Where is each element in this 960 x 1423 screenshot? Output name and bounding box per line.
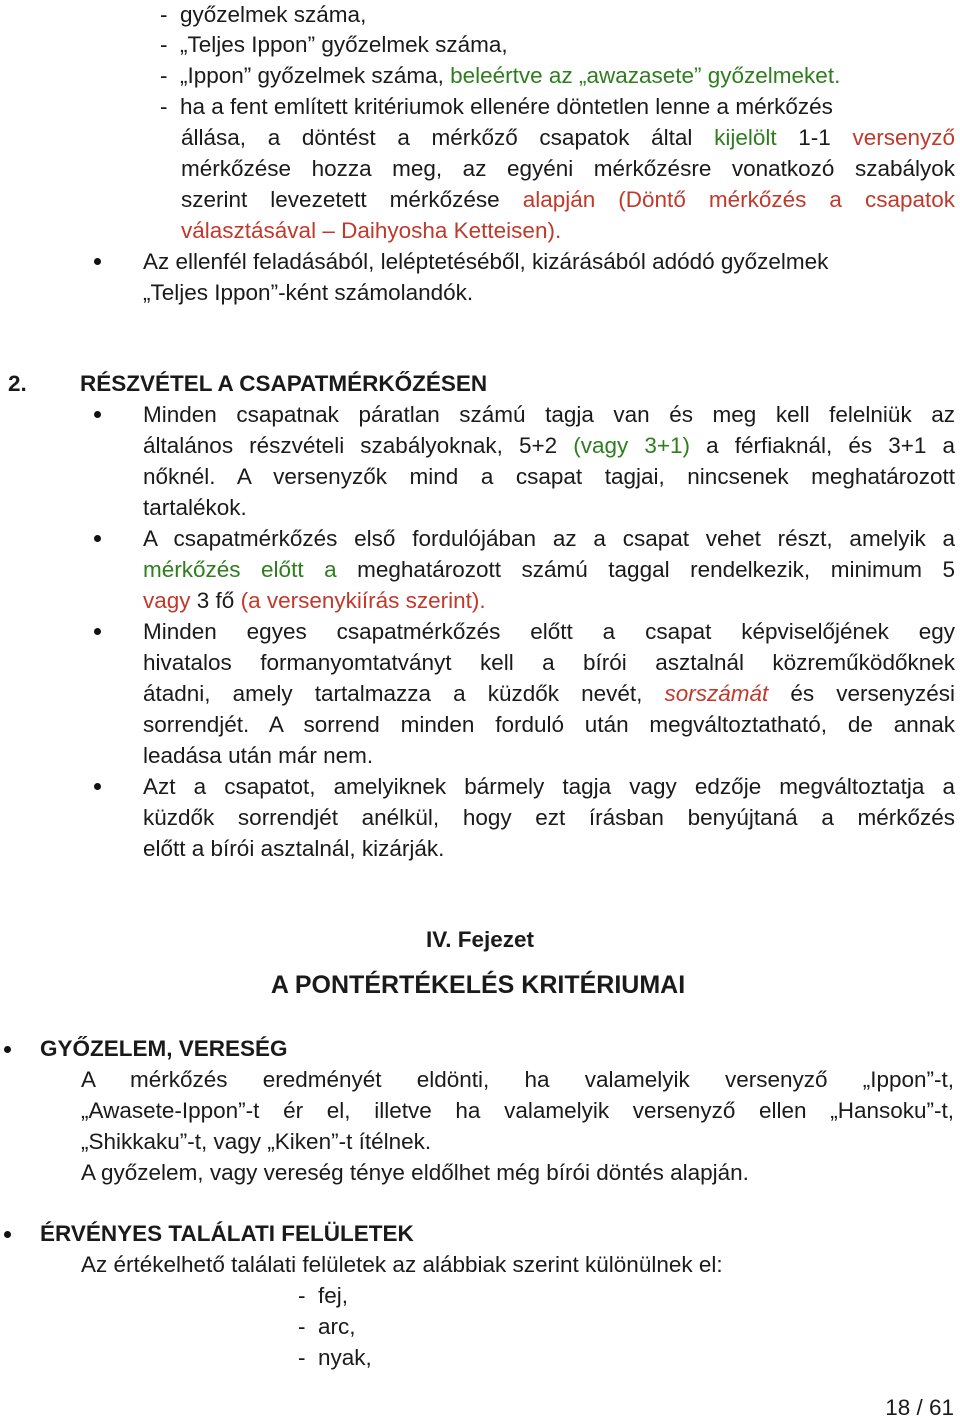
paragraph: Minden egyes csapatmérkőzés előtt a csapat képviselőjének egy	[143, 619, 955, 644]
bullet-icon	[94, 258, 101, 265]
paragraph: „Shikkaku”-t, vagy „Kiken”-t ítélnek.	[81, 1129, 432, 1154]
bullet-icon	[94, 411, 101, 418]
list-item: - ha a fent említett kritériumok ellenére döntetlen lenne a mérkőzés	[160, 94, 833, 119]
paragraph: mérkőzés előtt a meghatározott számú taggal rendelkezik, minimum 5	[143, 557, 955, 582]
paragraph: tartalékok.	[143, 495, 247, 520]
chapter-title: A PONTÉRTÉKELÉS KRITÉRIUMAI	[270, 971, 686, 999]
paragraph: A csapatmérkőzés első fordulójában az a csapat vehet részt, amelyik a	[143, 526, 955, 551]
paragraph: „Teljes Ippon”-ként számolandók.	[143, 280, 474, 305]
list-item: - győzelmek száma,	[160, 2, 367, 27]
list-item-text: választásával – Daihyosha Ketteisen).	[181, 218, 562, 243]
paragraph: hivatalos formanyomtatványt kell a bírói asztalnál közreműködőknek	[143, 650, 955, 675]
list-item-text: állása, a döntést a mérkőző csapatok által kijelölt 1-1 versenyző	[181, 125, 955, 150]
paragraph: Az értékelhető találati felületek az alábbiak szerint különülnek el:	[81, 1252, 723, 1277]
paragraph: Azt a csapatot, amelyiknek bármely tagja vagy edzője megváltoztatja a	[143, 774, 955, 799]
subsection-heading: GYŐZELEM, VERESÉG	[40, 1036, 288, 1061]
paragraph: A mérkőzés eredményét eldönti, ha valamelyik versenyző „Ippon”-t,	[81, 1067, 954, 1092]
subsection-heading: ÉRVÉNYES TALÁLATI FELÜLETEK	[40, 1221, 414, 1246]
paragraph: küzdők sorrendjét anélkül, hogy ezt írásban benyújtaná a mérkőzés	[143, 805, 955, 830]
list-item: - arc,	[298, 1314, 356, 1339]
bullet-icon	[94, 535, 101, 542]
list-item-text: mérkőzése hozza meg, az egyéni mérkőzésre vonatkozó szabályok	[181, 156, 955, 181]
paragraph: leadása után már nem.	[143, 743, 374, 768]
paragraph: „Awasete-Ippon”-t ér el, illetve ha valamelyik versenyző ellen „Hansoku”-t,	[81, 1098, 954, 1123]
list-item: - fej,	[298, 1283, 349, 1308]
list-item: - „Ippon” győzelmek száma, beleértve az „awazasete” győzelmeket.	[160, 63, 841, 88]
bullet-icon	[4, 1231, 11, 1238]
paragraph: átadni, amely tartalmazza a küzdők nevét, sorszámát és versenyzési	[143, 681, 955, 706]
bullet-icon	[94, 628, 101, 635]
section-title: RÉSZVÉTEL A CSAPATMÉRKŐZÉSEN	[80, 371, 488, 396]
page-number: 18 / 61	[885, 1395, 954, 1420]
paragraph: általános részvételi szabályoknak, 5+2 (vagy 3+1) a férfiaknál, és 3+1 a	[143, 433, 955, 458]
paragraph: Az ellenfél feladásából, leléptetéséből, kizárásából adódó győzelmek	[143, 249, 829, 274]
paragraph: nőknél. A versenyzők mind a csapat tagjai, nincsenek meghatározott	[143, 464, 955, 489]
list-item-text: szerint levezetett mérkőzése alapján (Döntő mérkőzés a csapatok	[181, 187, 955, 212]
paragraph: Minden csapatnak páratlan számú tagja van és meg kell felelniük az	[143, 402, 955, 427]
bullet-icon	[4, 1046, 11, 1053]
list-item: - nyak,	[298, 1345, 372, 1370]
paragraph: sorrendjét. A sorrend minden forduló után megváltoztatható, de annak	[143, 712, 955, 737]
paragraph: A győzelem, vagy vereség ténye eldőlhet még bírói döntés alapján.	[81, 1160, 749, 1185]
paragraph: előtt a bírói asztalnál, kizárják.	[143, 836, 445, 861]
paragraph: vagy 3 fő (a versenykiírás szerint).	[143, 588, 486, 613]
section-number: 2.	[8, 371, 27, 396]
list-item: - „Teljes Ippon” győzelmek száma,	[160, 32, 508, 57]
bullet-icon	[94, 783, 101, 790]
chapter-label: IV. Fejezet	[426, 927, 534, 952]
